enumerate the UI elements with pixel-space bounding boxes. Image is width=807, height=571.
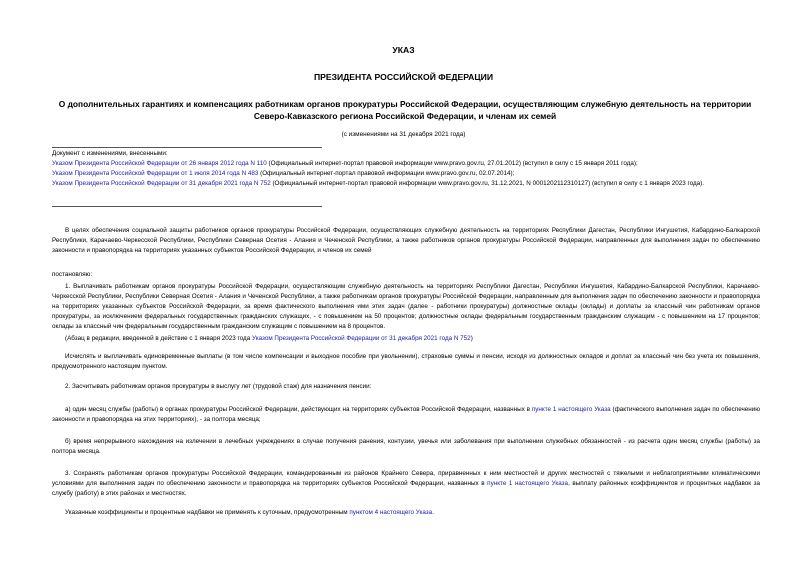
reference-link-point-1[interactable]: пункте 1 настоящего Указа	[531, 406, 611, 413]
reference-link-point-4[interactable]: пунктом 4 настоящего Указа	[349, 509, 433, 516]
preamble-paragraph: В целях обеспечения социальной защиты работников органов прокуратуры Российской Федерации, осуществляющих служебную деятельность на территориях Республики Дагестан, Республики Ингушетия, Кабардино-Балкарской Республики, Карачаево-Черкесской Республики, Республики Северная Осетия - Алания и Чеченской Республики, а также работников органов прокуратуры Российской Федерации, направленных для выполнения задач по обеспечению законности и правопорядка на территориях указанных субъектов Российской Федерации, и членов их семей	[52, 227, 760, 254]
paragraph-1b: Исчислять и выплачивать единовременные выплаты (в том числе компенсации и выходное пособие при увольнении), страховые суммы и пенсии, исходя из должностных окладов и доплат за классный чин без учета их повышения, предусмотренного настоящим пунктом.	[52, 353, 760, 370]
change-item	[52, 179, 760, 189]
paragraph-1-note: (Абзац в редакции, введенной в действие с 1 января 2023 года Указом Президента Российской Федерации от 31 декабря 2021 года N 752)	[65, 335, 473, 342]
divider-top	[52, 147, 322, 148]
change-item	[52, 159, 760, 169]
decree-word: постановляю:	[52, 271, 93, 278]
changes-block	[52, 149, 760, 189]
change-item-text: (Официальный интернет-портал правовой информации www.pravo.gov.ru, 27.01.2012) (вступил в силу с 15 января 2011 года);	[266, 160, 638, 167]
change-item-text: (Официальный интернет-портал правовой информации www.pravo.gov.ru, 31.12.2021, N 0001202112310127) (вступил в силу с 1 января 2023 года).	[270, 180, 705, 187]
paragraph-4: Указанные коэффициенты и процентные надбавки не применять к суточным, предусмотренным пунктом 4 настоящего Указа.	[65, 509, 434, 516]
paragraph-2b: б) время непрерывного нахождения на излечении в лечебных учреждениях в случае получения ранения, контузии, увечья или заболевания при выполнении служебных обязанностей - из расчета один месяц службы (работы) за полтора месяца.	[52, 438, 760, 455]
decree-heading: УКАЗ	[392, 45, 415, 55]
changes-intro: Документ с изменениями, внесенными:	[52, 150, 168, 157]
amendment-link-2021[interactable]: Указом Президента Российской Федерации от 31 декабря 2021 года N 752	[52, 180, 271, 187]
change-item	[52, 169, 760, 179]
amendment-date: (с изменениями на 31 декабря 2021 года)	[341, 131, 466, 138]
reference-link-point-1-p3[interactable]: пункте 1 настоящего Указа	[487, 480, 569, 487]
amendment-link-2014[interactable]: Указом Президента Российской Федерации от 1 июля 2014 года N 483	[52, 170, 259, 177]
paragraph-2: 2. Засчитывать работникам органов прокуратуры в выслугу лет (трудовой стаж) для назначения пенсии:	[65, 383, 372, 390]
paragraph-1: 1. Выплачивать работникам органов прокуратуры Российской Федерации, осуществляющим служебную деятельность на территориях Республики Дагестан, Республики Ингушетия, Кабардино-Балкарской Республики, Карачаево-Черкесской Республики, Республики Северная Осетия - Алания и Чеченской Республики, а также работникам органов прокуратуры Российской Федерации, направленным для выполнения задач по обеспечению законности и правопорядка на территориях указанных субъектов Российской Федерации, за время фактического выполнения ими этих задач (далее - работники прокуратуры) должностные оклады (оклады) и доплаты за классный чин работникам органов прокуратуры, за исключением федеральных государственных гражданских служащих, - с повышением на 50 процентов; должностные оклады федеральным государственным гражданским служащим - с повышением на 17 процентов; оклады за классный чин федеральным государственным гражданским служащим с повышением на 8 процентов.	[52, 283, 760, 330]
president-heading: ПРЕЗИДЕНТА РОССИЙСКОЙ ФЕДЕРАЦИИ	[313, 72, 494, 82]
divider-bottom	[52, 206, 322, 207]
amendment-link-2012[interactable]: Указом Президента Российской Федерации от 26 января 2012 года N 110	[52, 160, 267, 167]
document-title: О дополнительных гарантиях и компенсациях работникам органов прокуратуры Российской Федерации, осуществляющим служебную деятельность на территории Северо-Кавказского региона Российской Федерации, и членам их семей	[58, 99, 752, 121]
change-item-text: (Официальный интернет-портал правовой информации www.pravo.gov.ru, 02.07.2014);	[258, 170, 515, 177]
paragraph-2a: а) один месяц службы (работы) в органах прокуратуры Российской Федерации, действующих на территориях субъектов Российской Федерации, названных в пункте 1 настоящего Указа (фактического выполнения задач по обеспечению законности и правопорядка на этих территориях), - за полтора месяца;	[52, 406, 761, 423]
amendment-link-note[interactable]: Указом Президента Российской Федерации от 31 декабря 2021 года N 752	[251, 335, 471, 342]
paragraph-3: 3. Сохранять работникам органов прокуратуры Российской Федерации, командированным из районов Крайнего Севера, приравненных к ним местностей и других местностей с тяжелыми и неблагоприятными климатическими условиями для выполнения задач по обеспечению законности и правопорядка на территориях субъектов Российской Федерации, названных в пункте 1 настоящего Указа, выплату районных коэффициентов и процентных надбавок за службу (работу) в этих районах и местностях.	[52, 470, 761, 497]
